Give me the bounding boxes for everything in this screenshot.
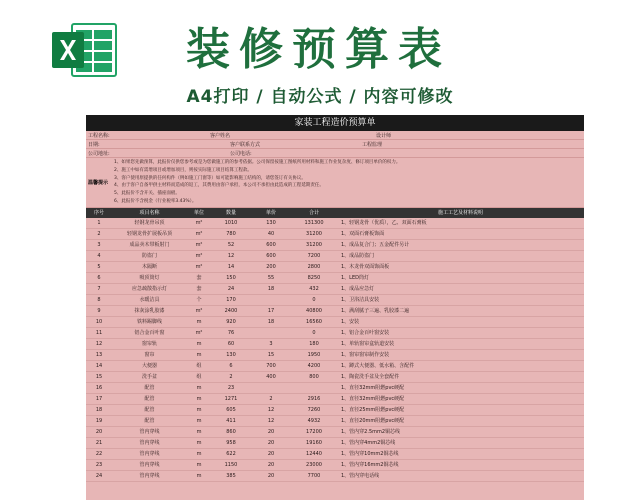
- cell-total: 40800: [306, 307, 322, 314]
- note-item: 3、客户使用原提供的任何构件（例如施工门窗等）如可能影响施工结构的，请您签订有关协议。: [114, 175, 306, 181]
- table-body: [86, 218, 584, 482]
- cell-name: 配管: [144, 385, 155, 392]
- cell-qty: 1271: [224, 395, 238, 402]
- cell-price: 600: [266, 241, 276, 248]
- cell-desc: 1、直径20mm阻燃pvc硬配: [341, 418, 405, 425]
- cell-desc: 1、铝合金百叶窗安装: [341, 330, 390, 337]
- cell-price: 20: [267, 428, 275, 435]
- notes-block: [86, 158, 584, 208]
- cell-qty: 130: [226, 351, 236, 358]
- cell-desc: 1、双面石膏板饰面: [341, 231, 385, 238]
- cell-desc: 1、管内穿电话线: [341, 473, 380, 480]
- cell-qty: 385: [226, 472, 236, 479]
- cell-total: 0: [312, 329, 316, 336]
- table-row: [86, 339, 584, 350]
- cell-price: 55: [267, 274, 275, 281]
- cell-total: 4200: [307, 362, 321, 369]
- cell-no: 8: [97, 296, 101, 303]
- cell-name: 配管: [144, 418, 155, 425]
- cell-unit: m²: [195, 263, 203, 270]
- cell-desc: 1、成品应急灯: [341, 286, 375, 293]
- cell-desc: 1、LED筒灯: [341, 275, 369, 282]
- cell-price: 15: [267, 351, 275, 358]
- cell-total: 800: [309, 373, 319, 380]
- cell-no: 21: [95, 439, 103, 446]
- cell-qty: 60: [227, 340, 235, 347]
- note-item: 6、此报价不含税金（行业税率3.43%）。: [114, 198, 197, 204]
- cell-price: 400: [266, 373, 276, 380]
- col-header-price: 单价: [265, 210, 276, 217]
- table-row: [86, 317, 584, 328]
- table-row: [86, 449, 584, 460]
- cell-qty: 23: [227, 384, 235, 391]
- designer-label: 设计师: [376, 132, 392, 139]
- cell-price: 18: [267, 318, 275, 325]
- page-subtitle: A4打印 / 自动公式 / 内容可修改: [186, 87, 454, 107]
- cell-price: 40: [267, 230, 275, 237]
- cell-qty: 12: [227, 252, 235, 259]
- cell-qty: 605: [226, 406, 236, 413]
- cell-total: 19160: [306, 439, 322, 446]
- cell-no: 9: [97, 307, 101, 314]
- table-row: [86, 262, 584, 273]
- cell-name: 管内穿线: [139, 440, 160, 447]
- cell-total: 7260: [307, 406, 321, 413]
- cell-desc: 1、直径32mm阻燃pvc硬配: [341, 396, 405, 403]
- table-row: [86, 383, 584, 394]
- cell-desc: 1、陶瓷洗手盆及全套配件: [341, 374, 400, 381]
- cell-price: 17: [267, 307, 275, 314]
- cell-price: 12: [267, 406, 275, 413]
- cell-no: 18: [95, 406, 103, 413]
- cell-name: 轻钢龙骨扩展板吊顶: [126, 231, 172, 238]
- table-row: [86, 284, 584, 295]
- cell-price: 3: [269, 340, 273, 347]
- table-row: [86, 328, 584, 339]
- cell-name: 洗手盆: [141, 374, 157, 381]
- table-row: [86, 394, 584, 405]
- col-header-unit: 单位: [193, 210, 204, 217]
- cell-unit: m: [196, 417, 202, 424]
- table-row: [86, 218, 584, 229]
- cell-total: 131300: [304, 219, 324, 226]
- cell-unit: m: [196, 439, 202, 446]
- table-row: [86, 405, 584, 416]
- cell-unit: 个: [196, 297, 202, 304]
- cell-qty: 780: [226, 230, 236, 237]
- cell-no: 1: [97, 219, 101, 226]
- cell-unit: m: [196, 340, 202, 347]
- cell-unit: 套: [196, 286, 202, 293]
- cell-price: 700: [266, 362, 276, 369]
- cell-desc: 1、管内穿10mm2铜芯线: [341, 451, 399, 458]
- cell-name: 成品卖木带板射门: [129, 242, 170, 249]
- cell-no: 24: [95, 472, 103, 479]
- cell-name: 窗帘轨: [141, 341, 157, 348]
- cell-unit: m²: [195, 241, 203, 248]
- cell-desc: 1、单轨窗帘盒轨道安装: [341, 341, 395, 348]
- cell-desc: 1、蹲式大便器、低水箱、含配件: [341, 363, 415, 370]
- cell-qty: 622: [226, 450, 236, 457]
- table-row: [86, 295, 584, 306]
- col-header-name: 项目名称: [139, 210, 160, 217]
- cell-price: 20: [267, 439, 275, 446]
- cell-qty: 76: [227, 329, 235, 336]
- cell-qty: 2400: [224, 307, 238, 314]
- cell-qty: 958: [226, 439, 236, 446]
- cell-desc: 1、管内穿2.5mm2铜芯线: [341, 429, 401, 436]
- cell-desc: 1、管内穿16mm2铜芯线: [341, 462, 399, 469]
- cell-no: 2: [97, 230, 101, 237]
- col-header-qty: 数量: [225, 210, 236, 217]
- cell-desc: 1、安装: [341, 319, 360, 326]
- date-label: 日期:: [88, 141, 100, 148]
- table-row: [86, 460, 584, 471]
- cell-total: 12440: [306, 450, 322, 457]
- table-row: [86, 372, 584, 383]
- table-row: [86, 229, 584, 240]
- cell-qty: 170: [226, 296, 236, 303]
- cell-unit: m²: [195, 307, 203, 314]
- cell-desc: 1、成品复合门；五金配件另计: [341, 242, 410, 249]
- cell-desc: 1、管内穿4mm2铜芯线: [341, 440, 396, 447]
- info-block: [86, 131, 584, 158]
- cell-qty: 150: [226, 274, 236, 281]
- table-row: [86, 273, 584, 284]
- note-item: 2、施工中如有需增项目或增加项目，则按实际施工项目结算工程款。: [114, 167, 252, 173]
- cell-desc: 1、卫浴洁具安装: [341, 297, 380, 304]
- info-row-date: [86, 140, 584, 149]
- cell-unit: m: [196, 472, 202, 479]
- cell-desc: 1、直径32mm阻燃pvc硬配: [341, 385, 405, 392]
- cell-name: 水暖洁具: [139, 297, 160, 304]
- cell-name: 大便器: [141, 363, 157, 370]
- cell-qty: 860: [226, 428, 236, 435]
- table-row: [86, 306, 584, 317]
- cell-price: 12: [267, 417, 275, 424]
- project-name-label: 工程名称:: [88, 132, 110, 139]
- cell-total: 7200: [307, 252, 321, 259]
- cell-no: 10: [95, 318, 103, 325]
- cell-price: 20: [267, 472, 275, 479]
- cell-name: 配管: [144, 396, 155, 403]
- cell-no: 11: [95, 329, 103, 336]
- cell-total: 2916: [307, 395, 321, 402]
- supervisor-label: 工程监理: [362, 141, 383, 148]
- cell-total: 16560: [306, 318, 322, 325]
- client-name-label: 客户姓名: [210, 132, 231, 139]
- cell-unit: m: [196, 428, 202, 435]
- cell-qty: 920: [226, 318, 236, 325]
- cell-total: 7700: [307, 472, 321, 479]
- note-item: 4、由于客户自备甲供主材料而造成的返工，其费用由客户承担，本公司不承担由此造成的工程延期责任。: [114, 183, 324, 189]
- cell-total: 432: [309, 285, 319, 292]
- cell-name: 铝合金百叶窗: [134, 330, 165, 337]
- company-phone-label: 公司电话:: [230, 150, 252, 157]
- cell-total: 4932: [307, 417, 321, 424]
- col-header-desc: 施工工艺及材料说明: [437, 210, 483, 217]
- cell-qty: 6: [229, 362, 233, 369]
- cell-qty: 24: [227, 285, 235, 292]
- cell-desc: 1、木龙骨双面饰面板: [341, 264, 390, 271]
- table-row: [86, 350, 584, 361]
- cell-desc: 1、满刮腻子三遍、乳胶漆二遍: [341, 308, 410, 315]
- cell-no: 13: [95, 351, 103, 358]
- cell-name: 铁料踢脚线: [136, 319, 162, 326]
- cell-unit: m: [196, 384, 202, 391]
- cell-unit: m²: [195, 230, 203, 237]
- cell-price: 20: [267, 461, 275, 468]
- cell-unit: m: [196, 450, 202, 457]
- cell-no: 3: [97, 241, 101, 248]
- cell-unit: m: [196, 351, 202, 358]
- sheet-title: 家装工程造价预算单: [86, 115, 584, 131]
- cell-unit: 套: [196, 275, 202, 282]
- cell-no: 22: [95, 450, 103, 457]
- cell-name: 抹灰涂乳胶漆: [134, 308, 165, 315]
- cell-no: 4: [97, 252, 101, 259]
- table-row: [86, 240, 584, 251]
- cell-total: 31200: [306, 230, 322, 237]
- cell-price: 2: [269, 395, 273, 402]
- table-row: [86, 471, 584, 482]
- cell-price: 130: [266, 219, 276, 226]
- cell-no: 7: [97, 285, 101, 292]
- cell-name: 轻钢龙骨吊顶: [134, 220, 165, 227]
- cell-total: 17200: [306, 428, 322, 435]
- cell-name: 吸顶筒灯: [139, 275, 160, 282]
- cell-no: 6: [97, 274, 101, 281]
- cell-desc: 1、窗帘窗帘制作安装: [341, 352, 390, 359]
- cell-no: 17: [95, 395, 103, 402]
- notes-label: 温馨提示: [88, 179, 109, 186]
- cell-name: 应急疏散指示灯: [131, 286, 167, 293]
- cell-total: 0: [312, 296, 316, 303]
- table-header: [86, 208, 584, 218]
- cell-price: 20: [267, 450, 275, 457]
- page-title: 装修预算表: [186, 24, 451, 75]
- cell-no: 19: [95, 417, 103, 424]
- cell-price: 18: [267, 285, 275, 292]
- cell-unit: m: [196, 318, 202, 325]
- table-row: [86, 427, 584, 438]
- cell-no: 14: [95, 362, 103, 369]
- cell-unit: m²: [195, 219, 203, 226]
- note-item: 5、此报价不含开关、插座面板。: [114, 191, 180, 197]
- cell-total: 23000: [306, 461, 322, 468]
- excel-logo: [50, 20, 120, 80]
- cell-name: 防盗门: [141, 253, 157, 260]
- cell-unit: m²: [195, 252, 203, 259]
- cell-price: 600: [266, 252, 276, 259]
- table-row: [86, 416, 584, 427]
- info-row-company: [86, 149, 584, 158]
- cell-no: 16: [95, 384, 103, 391]
- cell-total: 1950: [307, 351, 321, 358]
- table-row: [86, 361, 584, 372]
- budget-sheet: [86, 115, 584, 500]
- cell-name: 管内穿线: [139, 462, 160, 469]
- company-address-label: 公司地址:: [88, 150, 110, 157]
- client-contact-label: 客户联系方式: [230, 141, 261, 148]
- cell-no: 23: [95, 461, 103, 468]
- cell-unit: m: [196, 406, 202, 413]
- cell-total: 180: [309, 340, 319, 347]
- cell-name: 配管: [144, 407, 155, 414]
- cell-qty: 52: [227, 241, 235, 248]
- cell-name: 木隔断: [141, 264, 157, 271]
- cell-qty: 2: [229, 373, 233, 380]
- cell-name: 管内穿线: [139, 473, 160, 480]
- cell-name: 窗帘: [144, 352, 155, 359]
- cell-unit: m: [196, 461, 202, 468]
- cell-qty: 14: [227, 263, 235, 270]
- cell-no: 12: [95, 340, 103, 347]
- col-header-no: 序号: [93, 210, 104, 217]
- cell-no: 5: [97, 263, 101, 270]
- notes-list: [114, 158, 584, 207]
- cell-no: 20: [95, 428, 103, 435]
- cell-price: 200: [266, 263, 276, 270]
- cell-total: 2800: [307, 263, 321, 270]
- cell-unit: 组: [196, 374, 202, 381]
- cell-total: 31200: [306, 241, 322, 248]
- cell-no: 15: [95, 373, 103, 380]
- cell-unit: m²: [195, 329, 203, 336]
- cell-qty: 1010: [224, 219, 238, 226]
- info-row-project: [86, 131, 584, 140]
- cell-desc: 1、成品防盗门: [341, 253, 375, 260]
- note-item: 1、如果您先做预算，此报价仅供您参考或是为您做施工的的参考依据。公司保留按施工图纸所用材料和施工作业复杂度、修订项目单价的权力。: [114, 160, 401, 165]
- cell-unit: 组: [196, 363, 202, 370]
- cell-desc: 1、轻钢龙骨（优质），乙、双面石膏板: [341, 220, 427, 227]
- cell-qty: 1150: [224, 461, 238, 468]
- cell-name: 管内穿线: [139, 451, 160, 458]
- cell-desc: 1、直径25mm阻燃pvc硬配: [341, 407, 405, 414]
- cell-unit: m: [196, 395, 202, 402]
- cell-name: 管内穿线: [139, 429, 160, 436]
- table-row: [86, 251, 584, 262]
- cell-total: 8250: [307, 274, 321, 281]
- col-header-total: 合计: [308, 210, 319, 217]
- cell-qty: 411: [226, 417, 236, 424]
- table-row: [86, 438, 584, 449]
